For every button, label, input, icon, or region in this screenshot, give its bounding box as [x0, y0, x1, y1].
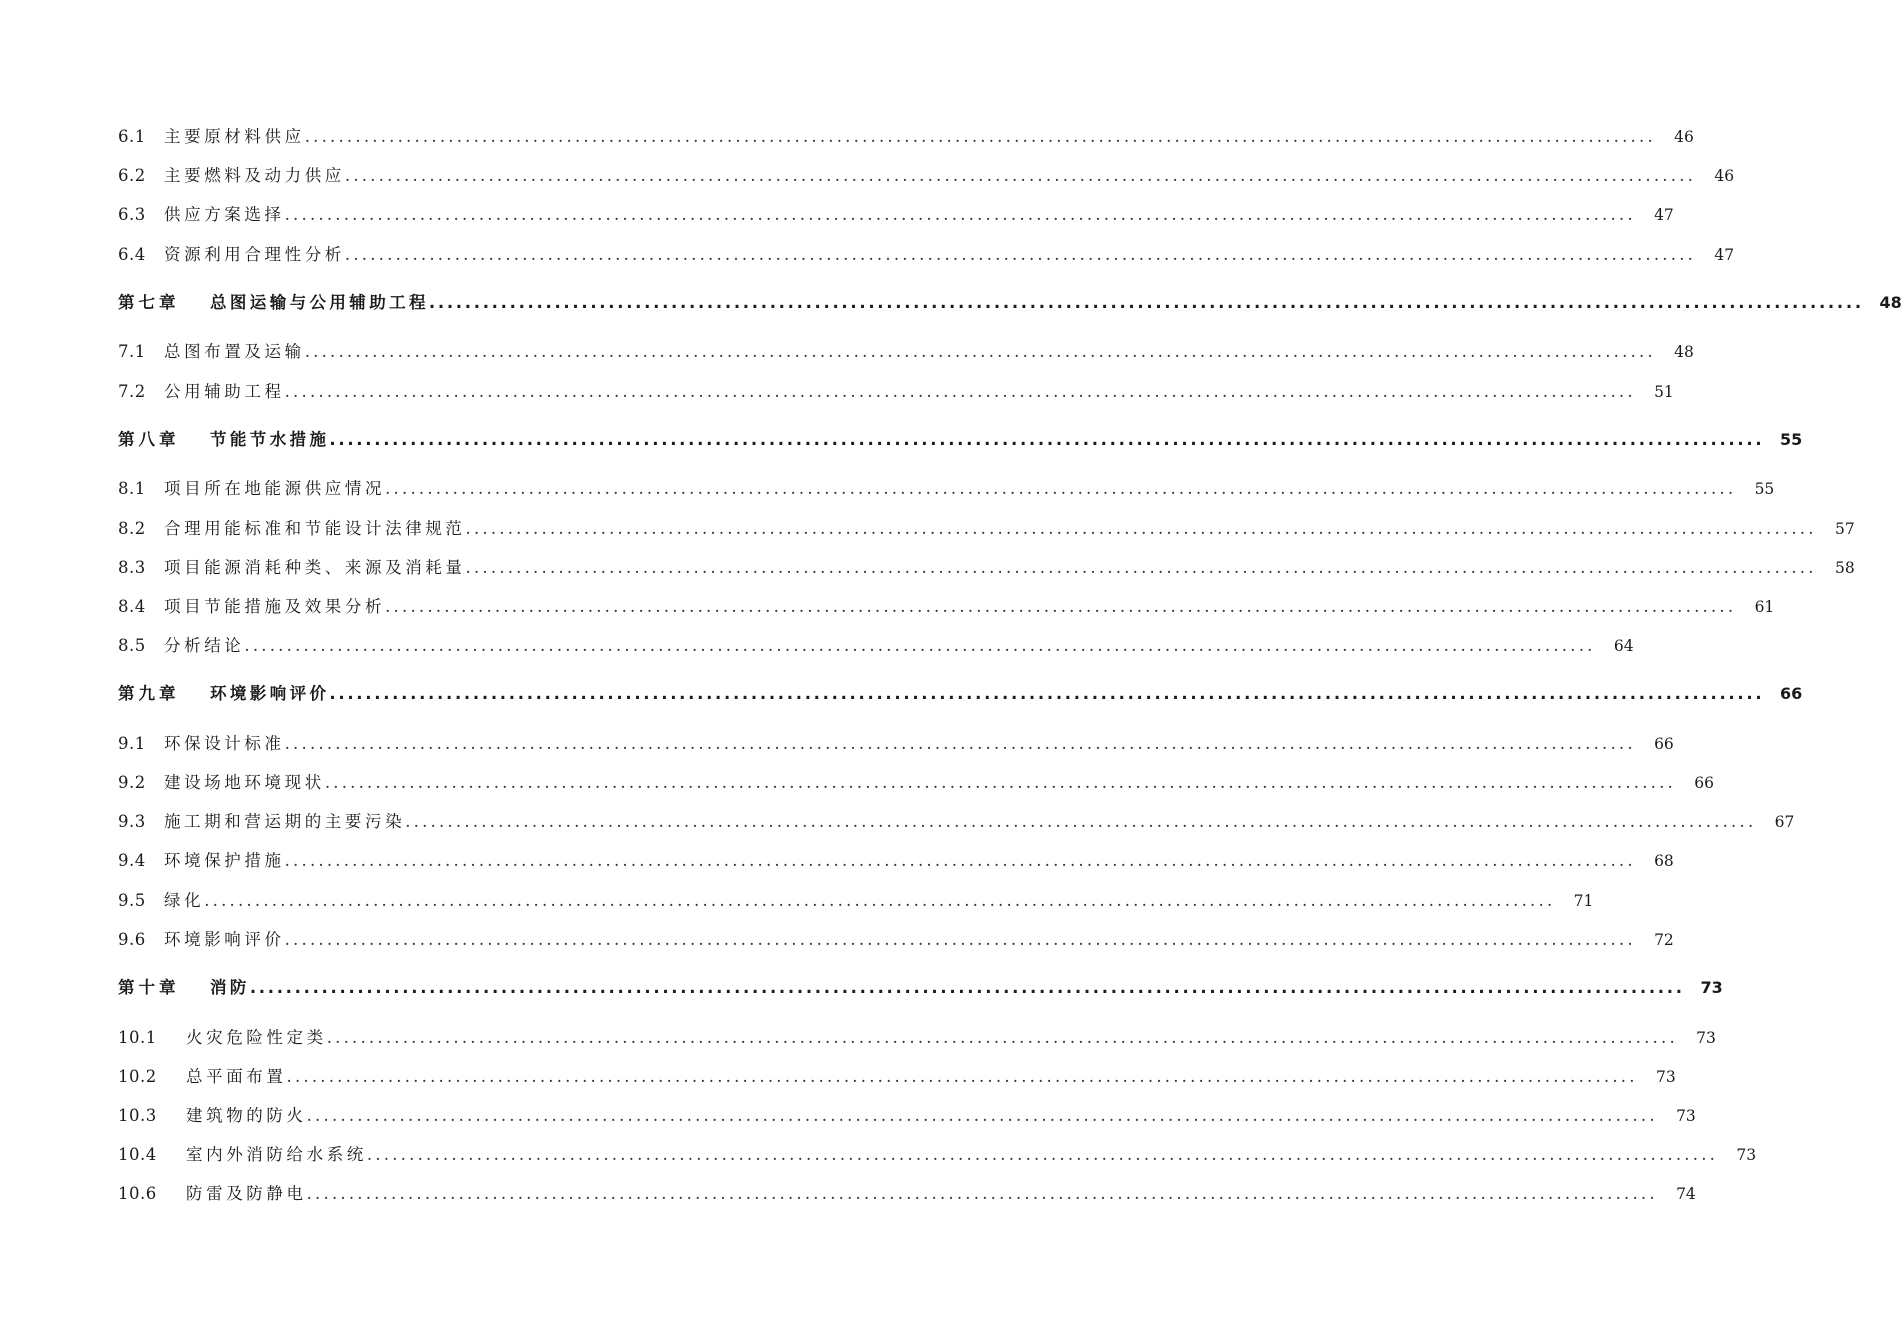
toc-entry-number: 6.2	[118, 166, 146, 186]
dot-leader: ................................................................................................................................................................	[385, 596, 1737, 616]
toc-entry-page-number: 47	[1654, 206, 1674, 225]
toc-entry-number: 第九章	[118, 684, 180, 704]
toc-entry-page-number: 57	[1834, 519, 1855, 538]
toc-section-entry[interactable]	[118, 763, 1714, 802]
toc-entry-number: 第十章	[118, 977, 180, 997]
toc-entry-title: 建设场地环境现状	[164, 773, 325, 793]
table-of-contents	[118, 117, 1902, 1214]
toc-chapter-entry[interactable]	[118, 959, 1723, 1018]
toc-entry-number: 7.1	[118, 342, 146, 362]
dot-leader: ................................................................................................................................................................	[326, 1027, 1678, 1047]
toc-entry-page-number: 66	[1780, 684, 1803, 704]
toc-entry-page-number: 55	[1780, 429, 1803, 449]
toc-entry-page-number: 73	[1736, 1146, 1757, 1165]
toc-entry-number: 8.3	[118, 557, 146, 577]
toc-entry-page-number: 73	[1676, 1106, 1696, 1125]
dot-leader: ................................................................................................................................................................	[405, 812, 1757, 832]
toc-entry-number: 9.1	[118, 733, 146, 753]
toc-entry-number: 9.2	[118, 773, 146, 793]
toc-entry-page-number: 73	[1696, 1028, 1716, 1047]
toc-entry-number: 8.5	[118, 636, 146, 656]
toc-entry-number: 8.1	[118, 479, 146, 499]
toc-entry-page-number: 73	[1655, 1067, 1676, 1086]
toc-entry-number: 9.3	[118, 812, 146, 832]
toc-entry-title: 项目能源消耗种类、来源及消耗量	[164, 557, 466, 577]
dot-leader: ................................................................................................................................................................	[304, 342, 1656, 362]
dot-leader: ................................................................................................................................................................	[284, 929, 1636, 949]
toc-chapter-entry[interactable]	[118, 665, 1803, 724]
toc-section-entry[interactable]	[118, 881, 1594, 920]
toc-entry-page-number: 55	[1754, 480, 1775, 499]
toc-entry-page-number: 61	[1754, 597, 1775, 616]
toc-entry-page-number: 74	[1676, 1185, 1696, 1204]
toc-section-entry[interactable]	[118, 1018, 1716, 1057]
toc-entry-title: 环保设计标准	[164, 733, 285, 753]
toc-entry-title: 环境影响评价	[164, 929, 285, 949]
dot-leader: ................................................................................................................................................................	[329, 684, 1765, 704]
dot-leader: ................................................................................................................................................................	[465, 557, 1817, 577]
toc-entry-number: 第七章	[118, 292, 180, 312]
dot-leader: ................................................................................................................................................................	[465, 518, 1817, 538]
toc-section-entry[interactable]	[118, 156, 1735, 195]
toc-entry-number: 第八章	[118, 429, 180, 449]
dot-leader: ................................................................................................................................................................	[306, 1105, 1658, 1125]
toc-section-entry[interactable]	[118, 841, 1674, 880]
dot-leader: ................................................................................................................................................................	[244, 636, 1596, 656]
toc-section-entry[interactable]	[118, 587, 1775, 626]
toc-section-entry[interactable]	[118, 1135, 1757, 1174]
toc-chapter-entry[interactable]	[118, 274, 1902, 333]
toc-entry-title: 供应方案选择	[164, 205, 285, 225]
toc-section-entry[interactable]	[118, 1057, 1676, 1096]
toc-entry-number: 10.2	[118, 1066, 157, 1086]
dot-leader: ................................................................................................................................................................	[284, 205, 1636, 225]
dot-leader: ................................................................................................................................................................	[284, 733, 1636, 753]
toc-entry-title: 总图布置及运输	[164, 342, 305, 362]
toc-entry-number: 10.6	[118, 1184, 157, 1204]
toc-section-entry[interactable]	[118, 1174, 1696, 1213]
toc-chapter-entry[interactable]	[118, 411, 1803, 470]
toc-section-entry[interactable]	[118, 372, 1674, 411]
toc-entry-number: 9.4	[118, 851, 146, 871]
toc-entry-number: 7.2	[118, 381, 146, 401]
toc-entry-title: 主要燃料及动力供应	[164, 166, 345, 186]
dot-leader: ................................................................................................................................................................	[204, 890, 1556, 910]
toc-entry-page-number: 67	[1774, 813, 1795, 832]
toc-entry-title: 主要原材料供应	[164, 127, 305, 146]
toc-section-entry[interactable]	[118, 469, 1775, 508]
toc-entry-page-number: 48	[1674, 343, 1694, 362]
toc-entry-number: 10.1	[118, 1027, 157, 1047]
toc-entry-number: 8.4	[118, 596, 146, 616]
toc-entry-title: 绿化	[164, 890, 205, 910]
toc-entry-page-number: 46	[1674, 128, 1694, 146]
toc-entry-title: 节能节水措施	[210, 429, 330, 449]
dot-leader: ................................................................................................................................................................	[304, 127, 1656, 146]
toc-entry-page-number: 58	[1834, 558, 1855, 577]
toc-entry-number: 6.1	[118, 127, 146, 146]
toc-entry-number: 6.3	[118, 205, 146, 225]
toc-entry-page-number: 47	[1714, 245, 1735, 264]
toc-entry-title: 室内外消防给水系统	[186, 1145, 367, 1165]
toc-entry-title: 资源利用合理性分析	[164, 244, 345, 264]
toc-entry-page-number: 66	[1694, 774, 1714, 793]
dot-leader: ................................................................................................................................................................	[329, 429, 1765, 449]
toc-entry-title: 建筑物的防火	[186, 1105, 307, 1125]
toc-entry-number: 9.6	[118, 929, 146, 949]
toc-section-entry[interactable]	[118, 332, 1694, 371]
toc-entry-title: 分析结论	[164, 636, 245, 656]
dot-leader: ................................................................................................................................................................	[366, 1145, 1719, 1165]
toc-section-entry[interactable]	[118, 626, 1634, 665]
toc-entry-page-number: 71	[1573, 891, 1594, 910]
toc-section-entry[interactable]	[118, 802, 1795, 841]
dot-leader: ................................................................................................................................................................	[284, 381, 1636, 401]
toc-entry-page-number: 46	[1714, 167, 1735, 186]
toc-entry-page-number: 72	[1654, 930, 1674, 949]
toc-entry-title: 环境影响评价	[210, 684, 330, 704]
toc-section-entry[interactable]	[118, 509, 1855, 548]
toc-entry-title: 防雷及防静电	[186, 1184, 307, 1204]
toc-entry-title: 合理用能标准和节能设计法律规范	[164, 518, 466, 538]
dot-leader: ................................................................................................................................................................	[249, 977, 1685, 997]
dot-leader: ................................................................................................................................................................	[344, 166, 1697, 186]
toc-entry-title: 消防	[210, 977, 250, 997]
toc-section-entry[interactable]	[118, 548, 1855, 587]
toc-section-entry[interactable]	[118, 724, 1674, 763]
dot-leader: ................................................................................................................................................................	[284, 851, 1636, 871]
dot-leader: ................................................................................................................................................................	[306, 1184, 1658, 1204]
toc-entry-title: 环境保护措施	[164, 851, 285, 871]
dot-leader: ................................................................................................................................................................	[428, 292, 1864, 312]
toc-entry-page-number: 51	[1654, 382, 1674, 401]
toc-entry-number: 8.2	[118, 518, 146, 538]
toc-section-entry[interactable]	[118, 235, 1735, 274]
toc-entry-number: 6.4	[118, 244, 146, 264]
toc-entry-title: 公用辅助工程	[164, 381, 285, 401]
toc-entry-number: 10.3	[118, 1105, 157, 1125]
dot-leader: ................................................................................................................................................................	[286, 1066, 1638, 1086]
toc-entry-number: 10.4	[118, 1145, 157, 1165]
toc-entry-page-number: 64	[1613, 637, 1634, 656]
toc-entry-title: 火灾危险性定类	[186, 1027, 327, 1047]
toc-section-entry[interactable]	[118, 195, 1674, 234]
toc-entry-page-number: 66	[1654, 734, 1674, 753]
toc-entry-number: 9.5	[118, 890, 146, 910]
toc-entry-title: 项目节能措施及效果分析	[164, 596, 386, 616]
toc-entry-page-number: 73	[1700, 977, 1723, 997]
dot-leader: ................................................................................................................................................................	[385, 479, 1737, 499]
toc-entry-title: 施工期和营运期的主要污染	[164, 812, 406, 832]
toc-entry-title: 总平面布置	[186, 1066, 287, 1086]
toc-section-entry[interactable]	[118, 920, 1674, 959]
toc-entry-page-number: 68	[1654, 852, 1674, 871]
dot-leader: ................................................................................................................................................................	[324, 773, 1676, 793]
toc-entry-page-number: 48	[1879, 292, 1902, 312]
toc-entry-title: 总图运输与公用辅助工程	[210, 292, 429, 312]
toc-entry-title: 项目所在地能源供应情况	[164, 479, 386, 499]
toc-section-entry[interactable]	[118, 1096, 1696, 1135]
dot-leader: ................................................................................................................................................................	[344, 244, 1697, 264]
toc-section-entry[interactable]	[118, 117, 1694, 156]
